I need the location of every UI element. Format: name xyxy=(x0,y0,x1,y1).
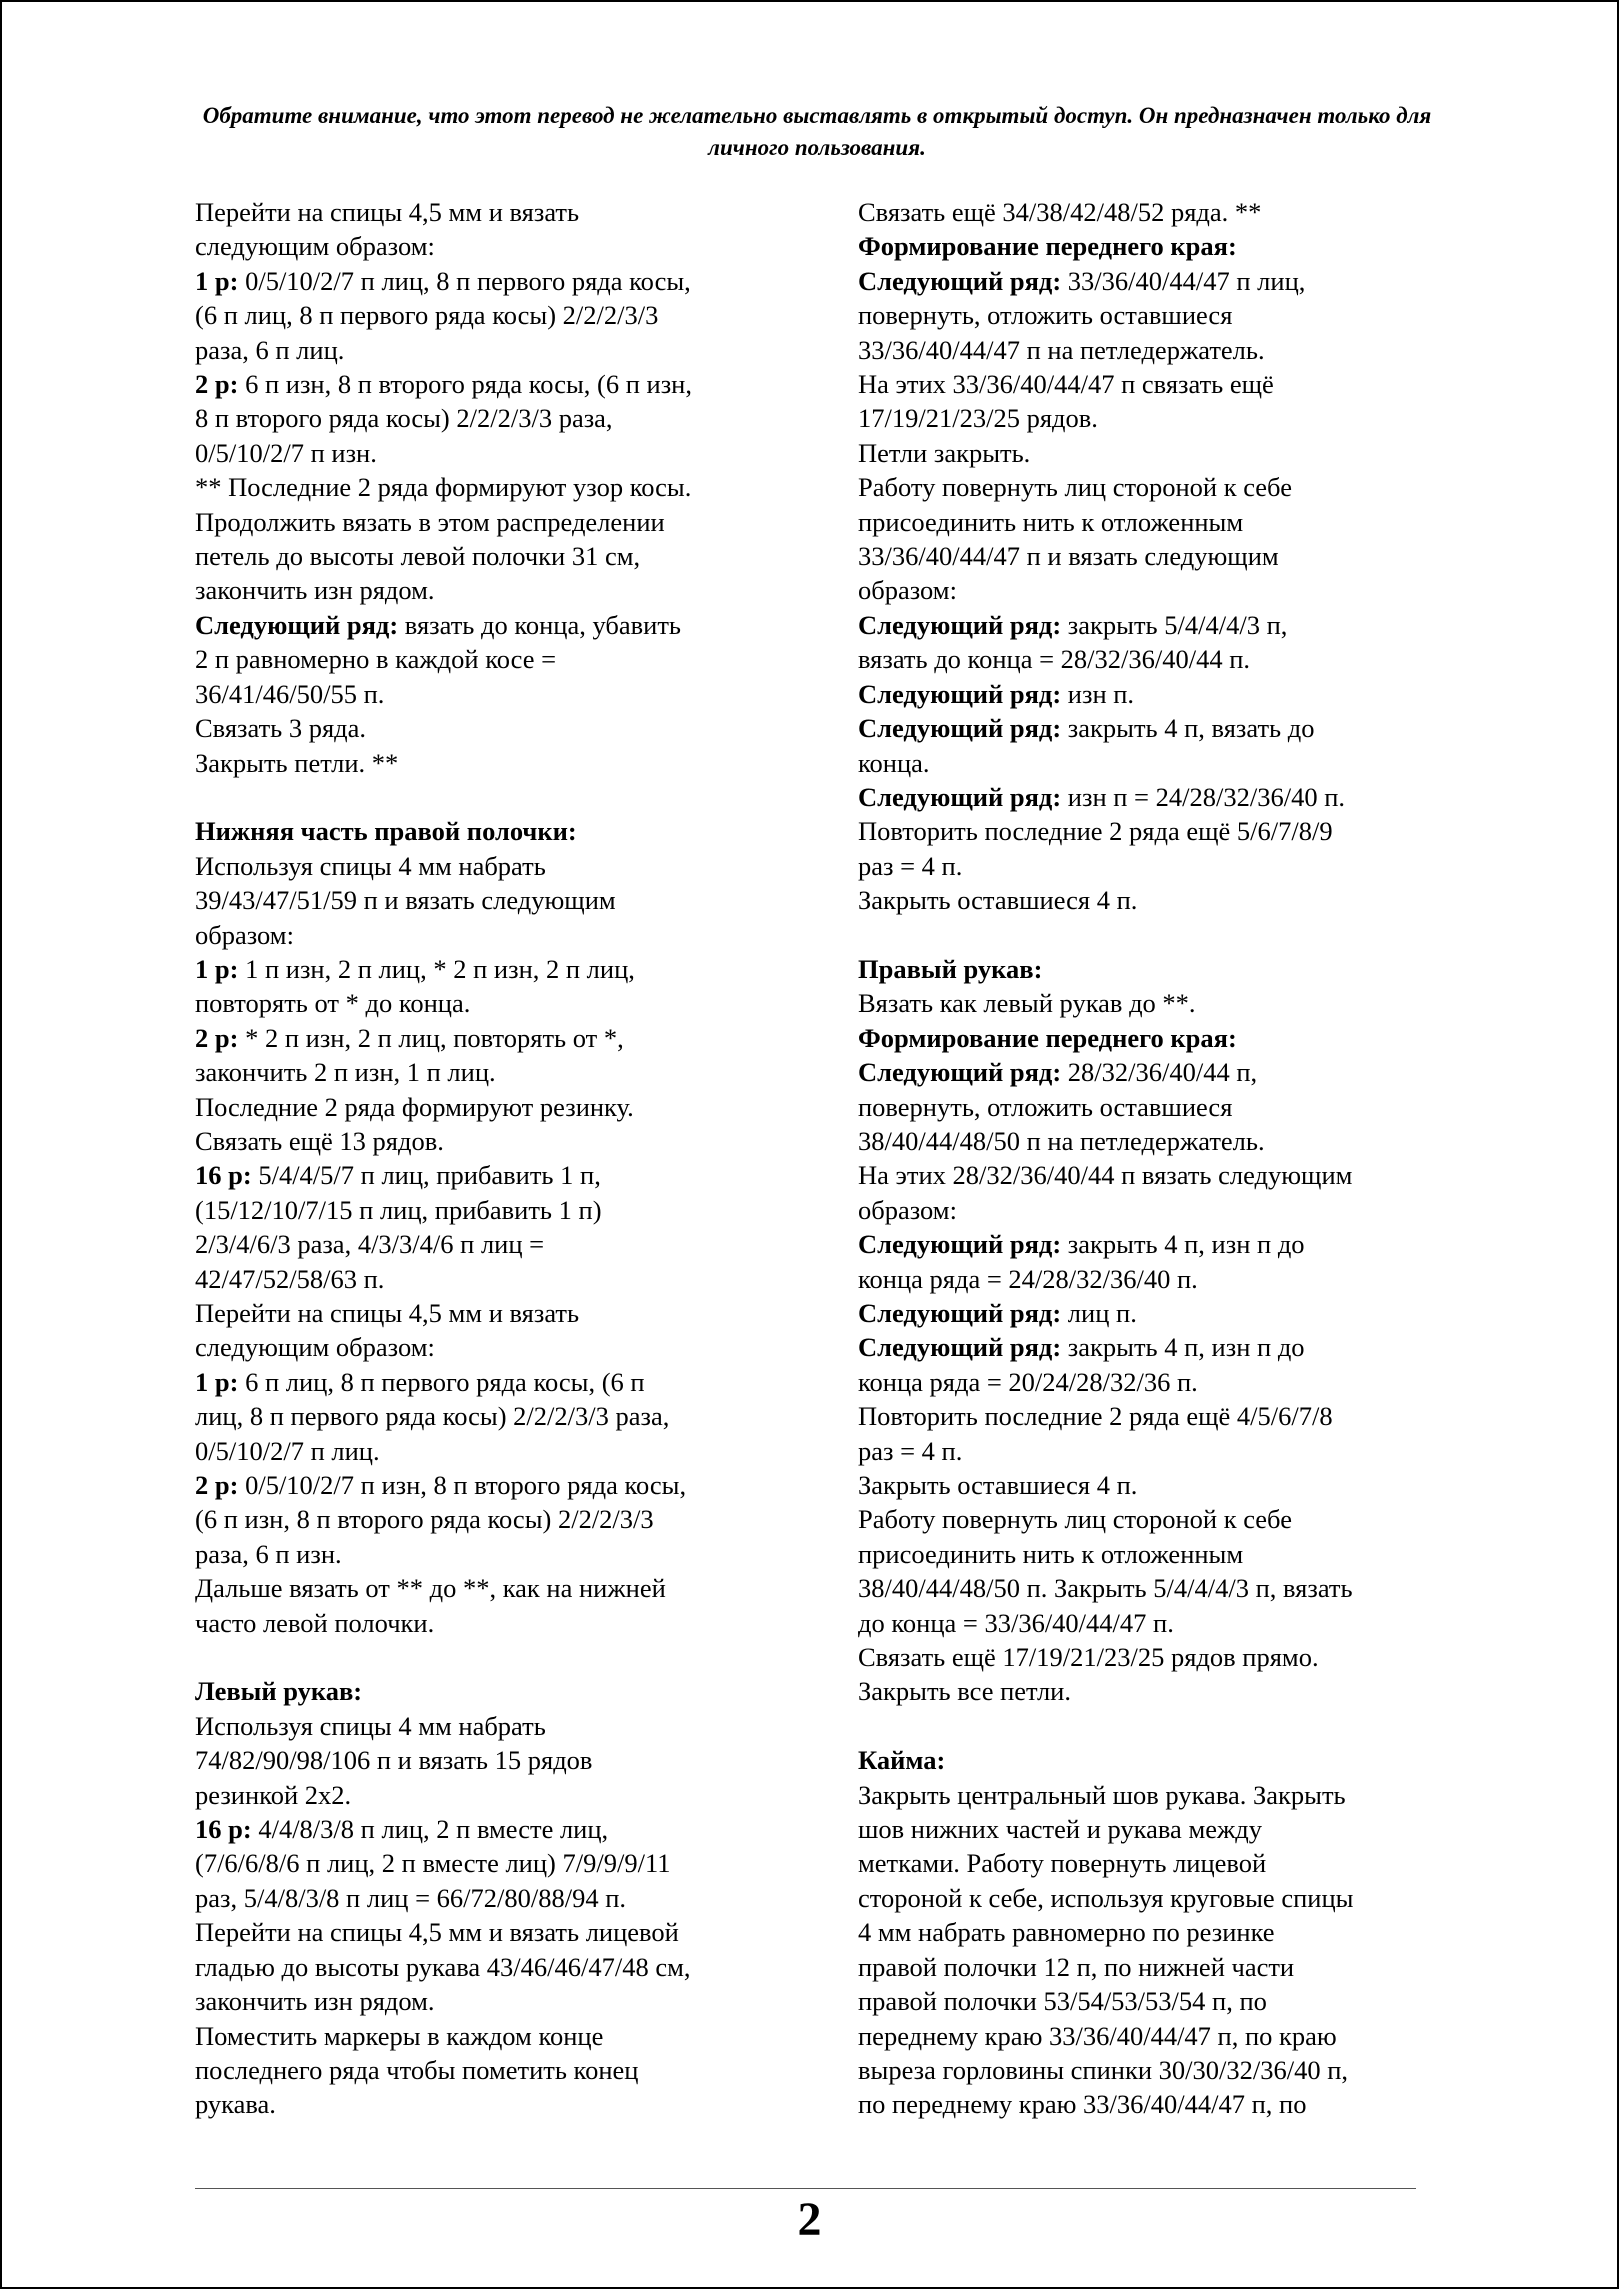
line-text: 28/32/36/40/44 п, xyxy=(1061,1057,1258,1088)
text-line xyxy=(858,608,1458,642)
text-line xyxy=(858,1090,1458,1124)
text-line xyxy=(195,1365,795,1399)
text-line xyxy=(858,1193,1458,1227)
text-line xyxy=(858,1502,1458,1536)
bold-label: 1 р: xyxy=(195,1366,239,1397)
line-text: 33/36/40/44/47 п лиц, xyxy=(1061,265,1306,296)
text-line xyxy=(195,918,795,952)
text-line xyxy=(858,1330,1458,1364)
text-line xyxy=(195,539,795,573)
text-line xyxy=(195,1055,795,1089)
text-line xyxy=(195,505,795,539)
bold-label: Следующий ряд: xyxy=(858,1332,1062,1363)
line-text: На этих 33/36/40/44/47 п связать ещё xyxy=(858,369,1274,400)
text-line xyxy=(858,711,1458,745)
bold-label: Кайма: xyxy=(858,1745,946,1776)
line-text: изн п. xyxy=(1061,678,1135,709)
text-line xyxy=(858,195,1458,229)
bold-label: Следующий ряд: xyxy=(858,1057,1062,1088)
text-line xyxy=(858,746,1458,780)
bold-label: 2 р: xyxy=(195,1470,239,1501)
bold-label: Следующий ряд: xyxy=(858,1229,1062,1260)
text-line xyxy=(195,1193,795,1227)
line-text: 0/5/10/2/7 п лиц. xyxy=(195,1435,380,1466)
line-text: повернуть, отложить оставшиеся xyxy=(858,1091,1233,1122)
text-line xyxy=(858,849,1458,883)
text-line xyxy=(858,1296,1458,1330)
line-text: Работу повернуть лиц стороной к себе xyxy=(858,1504,1292,1535)
text-line xyxy=(858,918,1458,952)
text-line xyxy=(195,1399,795,1433)
text-line xyxy=(858,780,1458,814)
line-text: рукава. xyxy=(195,2089,276,2120)
text-line xyxy=(858,1227,1458,1261)
line-text: закончить изн рядом. xyxy=(195,575,435,606)
line-text: 2 п равномерно в каждой косе = xyxy=(195,644,557,675)
bold-label: 1 р: xyxy=(195,265,239,296)
bold-label: Следующий ряд: xyxy=(858,609,1062,640)
text-line xyxy=(195,642,795,676)
text-line xyxy=(858,367,1458,401)
text-line xyxy=(858,470,1458,504)
text-line xyxy=(195,298,795,332)
text-line xyxy=(858,1640,1458,1674)
text-line xyxy=(858,1950,1458,1984)
text-line xyxy=(858,1571,1458,1605)
bold-label: 1 р: xyxy=(195,953,239,984)
text-line xyxy=(195,780,795,814)
line-text: 39/43/47/51/59 п и вязать следующим xyxy=(195,885,616,916)
line-text: Перейти на спицы 4,5 мм и вязать xyxy=(195,1297,580,1328)
line-text: закончить изн рядом. xyxy=(195,1986,435,2017)
line-text: повернуть, отложить оставшиеся xyxy=(858,300,1233,331)
line-text: Связать 3 ряда. xyxy=(195,713,367,744)
bold-label: Следующий ряд: xyxy=(858,781,1062,812)
line-text: присоединить нить к отложенным xyxy=(858,1538,1244,1569)
text-line xyxy=(858,1709,1458,1743)
text-line xyxy=(195,2019,795,2053)
line-text: На этих 28/32/36/40/44 п вязать следующим xyxy=(858,1160,1353,1191)
text-line xyxy=(858,1365,1458,1399)
text-line xyxy=(195,986,795,1020)
text-line xyxy=(858,1984,1458,2018)
line-text: стороной к себе, используя круговые спицы xyxy=(858,1882,1354,1913)
text-line xyxy=(195,1090,795,1124)
text-line xyxy=(195,677,795,711)
line-text: часто левой полочки. xyxy=(195,1607,435,1638)
bold-label: Следующий ряд: xyxy=(858,1297,1062,1328)
line-text: 38/40/44/48/50 п. Закрыть 5/4/4/4/3 п, вязать xyxy=(858,1573,1353,1604)
line-text: Закрыть оставшиеся 4 п. xyxy=(858,885,1138,916)
text-line xyxy=(858,333,1458,367)
line-text: Вязать как левый рукав до **. xyxy=(858,988,1196,1019)
text-line xyxy=(195,1571,795,1605)
line-text: 33/36/40/44/47 п и вязать следующим xyxy=(858,541,1279,572)
line-text: раз = 4 п. xyxy=(858,1435,963,1466)
text-line xyxy=(858,1399,1458,1433)
page-number: 2 xyxy=(797,2193,822,2246)
text-line xyxy=(858,1434,1458,1468)
text-line xyxy=(858,1915,1458,1949)
line-text: закрыть 4 п, вязать до xyxy=(1061,713,1315,744)
text-line xyxy=(858,1881,1458,1915)
line-text: 42/47/52/58/63 п. xyxy=(195,1263,385,1294)
text-line xyxy=(195,1021,795,1055)
text-line xyxy=(858,952,1458,986)
text-line xyxy=(195,883,795,917)
line-text: Повторить последние 2 ряда ещё 5/6/7/8/9 xyxy=(858,816,1333,847)
text-line xyxy=(195,1227,795,1261)
text-line xyxy=(195,1606,795,1640)
line-text: повторять от * до конца. xyxy=(195,988,471,1019)
footer-divider xyxy=(195,2188,1416,2189)
text-line xyxy=(195,608,795,642)
line-text: петель до высоты левой полочки 31 см, xyxy=(195,541,641,572)
text-line xyxy=(858,814,1458,848)
text-line xyxy=(858,2087,1458,2121)
text-line xyxy=(858,229,1458,263)
text-line xyxy=(858,677,1458,711)
text-line xyxy=(858,436,1458,470)
text-line xyxy=(195,436,795,470)
text-line xyxy=(195,1124,795,1158)
bold-label: 16 р: xyxy=(195,1814,252,1845)
line-text: закончить 2 п изн, 1 п лиц. xyxy=(195,1057,496,1088)
text-line xyxy=(858,1124,1458,1158)
bold-label: Формирование переднего края: xyxy=(858,231,1237,262)
text-line xyxy=(195,264,795,298)
text-line xyxy=(195,1846,795,1880)
text-line xyxy=(195,401,795,435)
line-text: 4/4/8/3/8 п лиц, 2 п вместе лиц, xyxy=(251,1814,609,1845)
text-line xyxy=(195,1984,795,2018)
line-text: гладью до высоты рукава 43/46/46/47/48 см, xyxy=(195,1951,691,1982)
line-text: Закрыть все петли. xyxy=(858,1676,1071,1707)
line-text: выреза горловины спинки 30/30/32/36/40 п, xyxy=(858,2054,1349,2085)
text-line xyxy=(195,1502,795,1536)
line-text: образом: xyxy=(858,575,957,606)
line-text: 4 мм набрать равномерно по резинке xyxy=(858,1917,1275,1948)
line-text: (7/6/6/8/6 п лиц, 2 п вместе лиц) 7/9/9/9/11 xyxy=(195,1848,671,1879)
text-line xyxy=(858,1846,1458,1880)
text-line xyxy=(195,1434,795,1468)
line-text: вязать до конца = 28/32/36/40/44 п. xyxy=(858,644,1251,675)
text-line xyxy=(195,470,795,504)
bold-label: Следующий ряд: xyxy=(195,609,399,640)
line-text: следующим образом: xyxy=(195,1332,435,1363)
line-text: (6 п лиц, 8 п первого ряда косы) 2/2/2/3/3 xyxy=(195,300,659,331)
line-text: Продолжить вязать в этом распределении xyxy=(195,506,665,537)
bold-label: 16 р: xyxy=(195,1160,252,1191)
text-line xyxy=(195,1881,795,1915)
text-line xyxy=(195,367,795,401)
text-line xyxy=(858,883,1458,917)
line-text: 5/4/4/5/7 п лиц, прибавить 1 п, xyxy=(251,1160,601,1191)
text-line xyxy=(195,1262,795,1296)
line-text: Связать ещё 34/38/42/48/52 ряда. ** xyxy=(858,197,1262,227)
bold-label: Левый рукав: xyxy=(195,1676,363,1707)
line-text: присоединить нить к отложенным xyxy=(858,506,1244,537)
text-line xyxy=(195,1537,795,1571)
text-line xyxy=(858,1743,1458,1777)
line-text: следующим образом: xyxy=(195,231,435,262)
line-text: 6 п изн, 8 п второго ряда косы, (6 п изн, xyxy=(238,369,692,400)
text-line xyxy=(195,1915,795,1949)
line-text: (15/12/10/7/15 п лиц, прибавить 1 п) xyxy=(195,1194,602,1225)
line-text: Используя спицы 4 мм набрать xyxy=(195,1710,546,1741)
line-text: конца ряда = 24/28/32/36/40 п. xyxy=(858,1263,1198,1294)
text-line xyxy=(195,1778,795,1812)
right-column xyxy=(858,195,1458,2122)
line-text: закрыть 5/4/4/4/3 п, xyxy=(1061,609,1288,640)
text-line xyxy=(195,1296,795,1330)
bold-label: Формирование переднего края: xyxy=(858,1022,1237,1053)
text-line xyxy=(195,333,795,367)
text-line xyxy=(195,1950,795,1984)
line-text: раз, 5/4/8/3/8 п лиц = 66/72/80/88/94 п. xyxy=(195,1882,627,1913)
line-text: метками. Работу повернуть лицевой xyxy=(858,1848,1267,1879)
bold-label: Нижняя часть правой полочки: xyxy=(195,816,577,847)
text-line xyxy=(858,573,1458,607)
line-text: переднему краю 33/36/40/44/47 п, по краю xyxy=(858,2020,1337,2051)
line-text: последнего ряда чтобы пометить конец xyxy=(195,2054,639,2085)
text-line xyxy=(858,986,1458,1020)
line-text: 8 п второго ряда косы) 2/2/2/3/3 раза, xyxy=(195,403,613,434)
text-line xyxy=(195,1743,795,1777)
text-line xyxy=(858,401,1458,435)
text-line xyxy=(195,1812,795,1846)
bold-label: 2 р: xyxy=(195,1022,239,1053)
line-text: Перейти на спицы 4,5 мм и вязать лицевой xyxy=(195,1917,679,1948)
bold-label: Следующий ряд: xyxy=(858,713,1062,744)
line-text: изн п = 24/28/32/36/40 п. xyxy=(1061,781,1346,812)
text-line xyxy=(195,195,795,229)
line-text: Работу повернуть лиц стороной к себе xyxy=(858,472,1292,503)
text-line xyxy=(858,1158,1458,1192)
line-text: 2/3/4/6/3 раза, 4/3/3/4/6 п лиц = xyxy=(195,1229,545,1260)
line-text: шов нижних частей и рукава между xyxy=(858,1814,1263,1845)
text-line xyxy=(858,1055,1458,1089)
text-line xyxy=(195,2053,795,2087)
line-text: Дальше вязать от ** до **, как на нижней xyxy=(195,1573,666,1604)
line-text: конца ряда = 20/24/28/32/36 п. xyxy=(858,1366,1198,1397)
line-text: резинкой 2х2. xyxy=(195,1779,352,1810)
line-text: правой полочки 12 п, по нижней части xyxy=(858,1951,1295,1982)
bold-label: Следующий ряд: xyxy=(858,265,1062,296)
text-line xyxy=(858,2053,1458,2087)
text-line xyxy=(195,814,795,848)
line-text: 0/5/10/2/7 п изн, 8 п второго ряда косы, xyxy=(238,1470,687,1501)
text-line xyxy=(195,2087,795,2121)
text-line xyxy=(195,573,795,607)
text-line xyxy=(858,1778,1458,1812)
line-text: правой полочки 53/54/53/53/54 п, по xyxy=(858,1986,1267,2017)
text-line xyxy=(195,711,795,745)
text-line xyxy=(858,1812,1458,1846)
line-text: Поместить маркеры в каждом конце xyxy=(195,2020,604,2051)
line-text: раза, 6 п изн. xyxy=(195,1538,342,1569)
line-text: по переднему краю 33/36/40/44/47 п, по xyxy=(858,2089,1307,2120)
text-line xyxy=(195,229,795,263)
text-line xyxy=(195,1468,795,1502)
line-text: 38/40/44/48/50 п на петледержатель. xyxy=(858,1125,1265,1156)
line-text: вязать до конца, убавить xyxy=(398,609,682,640)
text-line xyxy=(858,1262,1458,1296)
text-line xyxy=(858,505,1458,539)
line-text: Закрыть оставшиеся 4 п. xyxy=(858,1470,1138,1501)
line-text: раз = 4 п. xyxy=(858,850,963,881)
text-line xyxy=(858,642,1458,676)
text-line xyxy=(858,539,1458,573)
usage-notice: Обратите внимание, что этот перевод не желательно выставлять в открытый доступ. Он предназначен только для личного пользования. xyxy=(202,103,1432,160)
line-text: до конца = 33/36/40/44/47 п. xyxy=(858,1607,1174,1638)
line-text: 33/36/40/44/47 п на петледержатель. xyxy=(858,334,1265,365)
text-line xyxy=(195,1674,795,1708)
line-text: Закрыть центральный шов рукава. Закрыть xyxy=(858,1779,1346,1810)
text-line xyxy=(858,298,1458,332)
line-text: лиц п. xyxy=(1061,1297,1137,1328)
line-text: ** Последние 2 ряда формируют узор косы. xyxy=(195,472,692,503)
line-text: 17/19/21/23/25 рядов. xyxy=(858,403,1098,434)
line-text: закрыть 4 п, изн п до xyxy=(1061,1229,1305,1260)
line-text: Петли закрыть. xyxy=(858,437,1031,468)
line-text: Закрыть петли. ** xyxy=(195,747,399,778)
text-line xyxy=(195,1640,795,1674)
text-line xyxy=(858,264,1458,298)
line-text: (6 п изн, 8 п второго ряда косы) 2/2/2/3/3 xyxy=(195,1504,654,1535)
bold-label: Следующий ряд: xyxy=(858,678,1062,709)
line-text: образом: xyxy=(858,1194,957,1225)
text-line xyxy=(195,746,795,780)
text-line xyxy=(858,1468,1458,1502)
line-text: закрыть 4 п, изн п до xyxy=(1061,1332,1305,1363)
text-line xyxy=(858,2019,1458,2053)
text-line xyxy=(195,1709,795,1743)
line-text: 1 п изн, 2 п лиц, * 2 п изн, 2 п лиц, xyxy=(238,953,635,984)
line-text: конца. xyxy=(858,747,930,778)
line-text: Последние 2 ряда формируют резинку. xyxy=(195,1091,634,1122)
text-line xyxy=(195,1158,795,1192)
line-text: 6 п лиц, 8 п первого ряда косы, (6 п xyxy=(238,1366,645,1397)
line-text: раза, 6 п лиц. xyxy=(195,334,345,365)
text-line xyxy=(858,1537,1458,1571)
line-text: Перейти на спицы 4,5 мм и вязать xyxy=(195,197,580,227)
line-text: Связать ещё 17/19/21/23/25 рядов прямо. xyxy=(858,1642,1319,1673)
line-text: 0/5/10/2/7 п изн. xyxy=(195,437,377,468)
bold-label: 2 р: xyxy=(195,369,239,400)
text-line xyxy=(195,1330,795,1364)
line-text: 0/5/10/2/7 п лиц, 8 п первого ряда косы, xyxy=(238,265,691,296)
text-line xyxy=(858,1606,1458,1640)
left-column xyxy=(195,195,795,2122)
text-line xyxy=(195,952,795,986)
line-text: образом: xyxy=(195,919,294,950)
line-text: Связать ещё 13 рядов. xyxy=(195,1125,444,1156)
text-line xyxy=(858,1021,1458,1055)
line-text: лиц, 8 п первого ряда косы) 2/2/2/3/3 раза, xyxy=(195,1401,670,1432)
line-text: 74/82/90/98/106 п и вязать 15 рядов xyxy=(195,1745,593,1776)
line-text: Используя спицы 4 мм набрать xyxy=(195,850,546,881)
line-text: 36/41/46/50/55 п. xyxy=(195,678,385,709)
bold-label: Правый рукав: xyxy=(858,953,1043,984)
text-line xyxy=(858,1674,1458,1708)
text-line xyxy=(195,849,795,883)
line-text: Повторить последние 2 ряда ещё 4/5/6/7/8 xyxy=(858,1401,1333,1432)
line-text: * 2 п изн, 2 п лиц, повторять от *, xyxy=(238,1022,624,1053)
